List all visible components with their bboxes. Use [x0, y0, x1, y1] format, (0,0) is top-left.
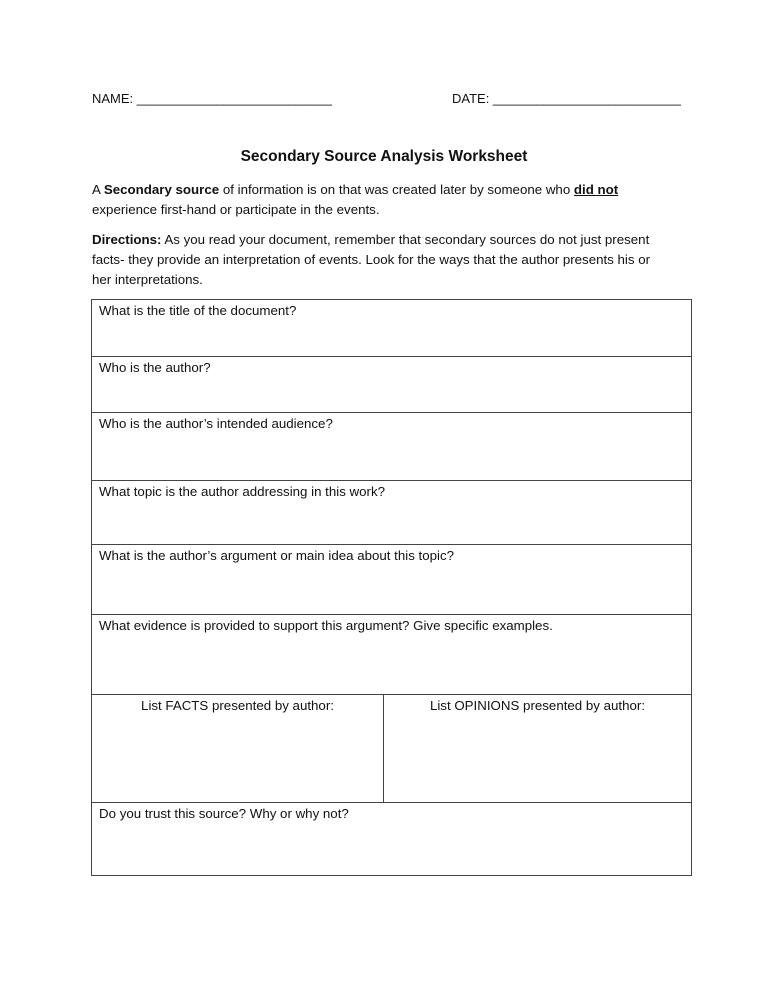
row-argument[interactable]	[92, 545, 691, 615]
row-audience[interactable]	[92, 413, 691, 481]
definition-emphasis: did not	[573, 182, 619, 197]
directions-paragraph	[92, 230, 672, 290]
row-topic[interactable]	[92, 481, 691, 545]
definition-suffix: experience first-hand or participate in the events.	[92, 202, 380, 217]
directions-text: As you read your document, remember that secondary sources do not just present facts- they provide an interpretation of events. Look for the ways that the author presents his or her interpretations.	[92, 232, 651, 287]
definition-middle: of information is on that was created later by someone who	[219, 182, 574, 197]
name-field[interactable]: NAME: ___________________________	[92, 91, 332, 106]
question-topic: What topic is the author addressing in this work?	[99, 484, 386, 499]
question-trust: Do you trust this source? Why or why not?	[99, 806, 349, 821]
question-author: Who is the author?	[99, 360, 211, 375]
row-evidence[interactable]	[92, 615, 691, 695]
facts-cell[interactable]	[92, 695, 384, 802]
definition-paragraph	[92, 180, 672, 220]
definition-term: Secondary source	[103, 182, 220, 197]
facts-heading: List FACTS presented by author:	[141, 698, 334, 713]
row-trust[interactable]	[92, 803, 691, 875]
analysis-table	[91, 299, 692, 876]
question-title: What is the title of the document?	[99, 303, 297, 318]
date-field[interactable]: DATE: __________________________	[452, 91, 681, 106]
opinions-heading: List OPINIONS presented by author:	[429, 698, 646, 713]
worksheet-title: Secondary Source Analysis Worksheet	[240, 148, 528, 165]
directions-label: Directions:	[92, 232, 162, 247]
question-evidence: What evidence is provided to support this argument? Give specific examples.	[99, 618, 553, 633]
question-audience: Who is the author’s intended audience?	[99, 416, 333, 431]
question-argument: What is the author’s argument or main idea about this topic?	[99, 548, 455, 563]
definition-prefix: A	[92, 182, 104, 197]
row-title[interactable]	[92, 300, 691, 357]
row-author[interactable]	[92, 357, 691, 413]
opinions-cell[interactable]	[384, 695, 691, 802]
row-facts-opinions	[92, 695, 691, 803]
